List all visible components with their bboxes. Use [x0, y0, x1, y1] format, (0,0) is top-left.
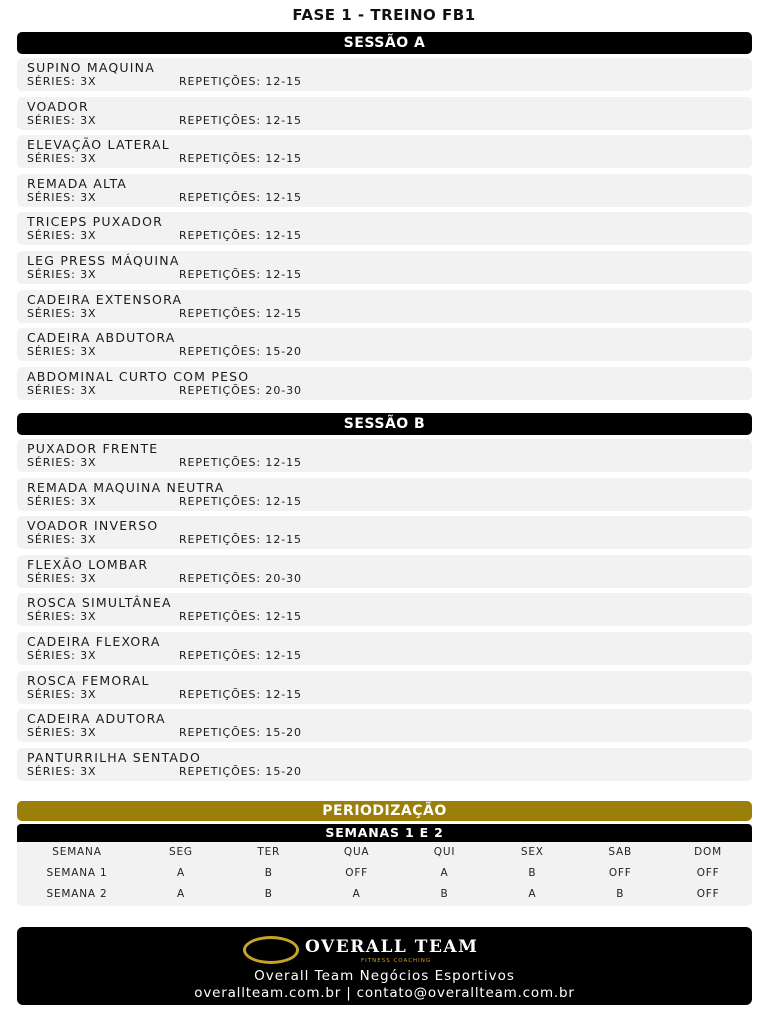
- session-b-list: [17, 439, 752, 786]
- exercise-series: SÉRIES: 3X: [27, 152, 97, 166]
- exercise-reps: REPETIÇÕES: 20-30: [179, 571, 302, 585]
- exercise-name: SUPINO MAQUINA: [27, 60, 155, 75]
- exercise-item: [17, 748, 752, 781]
- exercise-name: FLEXÃO LOMBAR: [27, 556, 149, 572]
- schedule-column-header: SAB: [608, 846, 633, 858]
- session-a-list: [17, 58, 752, 405]
- exercise-meta: [27, 456, 742, 469]
- exercise-series: SÉRIES: 3X: [27, 726, 97, 740]
- schedule-column-header: DOM: [694, 846, 722, 858]
- exercise-item: [17, 135, 752, 168]
- schedule-row: [17, 883, 752, 904]
- schedule-cell: B: [616, 887, 625, 900]
- schedule-cell: SEMANA 2: [46, 887, 108, 900]
- exercise-item: [17, 478, 752, 511]
- schedule-cell: OFF: [696, 887, 720, 900]
- exercise-meta: [27, 152, 742, 165]
- schedule-cell: A: [352, 887, 361, 900]
- exercise-reps: REPETIÇÕES: 12-15: [179, 190, 302, 204]
- exercise-item: [17, 555, 752, 588]
- exercise-name: LEG PRESS MÁQUINA: [27, 252, 180, 268]
- exercise-item: [17, 212, 752, 245]
- schedule-cell: OFF: [608, 866, 632, 879]
- footer: [17, 927, 752, 1005]
- footer-contact: overallteam.com.br | contato@overallteam.com.br: [194, 985, 575, 1001]
- schedule-cell: B: [264, 887, 273, 900]
- exercise-series: SÉRIES: 3X: [27, 456, 97, 469]
- exercise-series: SÉRIES: 3X: [27, 190, 97, 204]
- exercise-reps: REPETIÇÕES: 12-15: [179, 267, 302, 281]
- schedule-cell: OFF: [345, 866, 369, 879]
- exercise-meta: [27, 114, 742, 127]
- session-b-header: SESSÃO B: [17, 413, 752, 435]
- schedule-column-header: QUA: [343, 846, 370, 858]
- exercise-reps: REPETIÇÕES: 12-15: [179, 113, 302, 127]
- exercise-meta: [27, 726, 742, 739]
- exercise-name: REMADA MAQUINA NEUTRA: [27, 479, 225, 495]
- exercise-reps: REPETIÇÕES: 12-15: [179, 610, 302, 624]
- exercise-name: REMADA ALTA: [27, 175, 128, 191]
- exercise-series: SÉRIES: 3X: [27, 494, 97, 508]
- schedule-cell: A: [528, 887, 537, 900]
- logo-text: OVERALL TEAM: [305, 937, 479, 957]
- exercise-item: [17, 328, 752, 361]
- exercise-reps: REPETIÇÕES: 12-15: [179, 494, 302, 508]
- page-title: FASE 1 - TREINO FB1: [292, 6, 476, 24]
- exercise-meta: [27, 649, 742, 662]
- exercise-item: [17, 439, 752, 472]
- exercise-series: SÉRIES: 3X: [27, 345, 97, 359]
- session-a-header: SESSÃO A: [17, 32, 752, 54]
- exercise-meta: [27, 688, 742, 701]
- schedule-header-row: [17, 842, 752, 862]
- exercise-item: [17, 174, 752, 207]
- schedule-cell: SEMANA 1: [46, 866, 108, 879]
- exercise-series: SÉRIES: 3X: [27, 764, 97, 778]
- exercise-reps: REPETIÇÕES: 15-20: [179, 726, 302, 740]
- logo-subtitle: FITNESS COACHING: [361, 958, 432, 964]
- exercise-item: [17, 593, 752, 626]
- exercise-name: PANTURRILHA SENTADO: [27, 749, 202, 765]
- exercise-item: [17, 671, 752, 704]
- schedule-table: [17, 842, 752, 906]
- schedule-column-header: QUI: [433, 846, 456, 858]
- exercise-series: SÉRIES: 3X: [27, 75, 97, 88]
- exercise-reps: REPETIÇÕES: 20-30: [179, 383, 302, 397]
- exercise-meta: [27, 765, 742, 778]
- schedule-row: [17, 862, 752, 883]
- periodization-header: PERIODIZAÇÃO: [17, 801, 752, 821]
- exercise-reps: REPETIÇÕES: 12-15: [179, 229, 302, 243]
- schedule-cell: A: [440, 866, 449, 879]
- exercise-item: [17, 58, 752, 91]
- schedule-column-header: SEMANA: [52, 846, 102, 858]
- exercise-item: [17, 709, 752, 742]
- exercise-item: [17, 367, 752, 400]
- exercise-series: SÉRIES: 3X: [27, 687, 97, 701]
- exercise-item: [17, 290, 752, 323]
- exercise-series: SÉRIES: 3X: [27, 113, 97, 127]
- exercise-reps: REPETIÇÕES: 12-15: [179, 456, 302, 469]
- exercise-item: [17, 632, 752, 665]
- exercise-meta: [27, 384, 742, 397]
- exercise-name: PUXADOR FRENTE: [27, 441, 159, 456]
- exercise-item: [17, 516, 752, 549]
- exercise-name: ABDOMINAL CURTO COM PESO: [27, 368, 250, 384]
- schedule-column-header: SEG: [169, 846, 193, 858]
- schedule-cell: B: [264, 866, 273, 879]
- schedule-column-header: TER: [257, 846, 281, 858]
- schedule-cell: A: [176, 866, 185, 879]
- exercise-meta: [27, 229, 742, 242]
- exercise-meta: [27, 191, 742, 204]
- exercise-reps: REPETIÇÕES: 12-15: [179, 152, 302, 166]
- exercise-meta: [27, 268, 742, 281]
- exercise-series: SÉRIES: 3X: [27, 229, 97, 243]
- exercise-reps: REPETIÇÕES: 12-15: [179, 533, 302, 547]
- exercise-meta: [27, 495, 742, 508]
- exercise-series: SÉRIES: 3X: [27, 533, 97, 547]
- exercise-reps: REPETIÇÕES: 12-15: [179, 306, 302, 320]
- schedule-cell: A: [176, 887, 185, 900]
- exercise-series: SÉRIES: 3X: [27, 571, 97, 585]
- exercise-meta: [27, 307, 742, 320]
- exercise-meta: [27, 610, 742, 623]
- exercise-name: ELEVAÇÃO LATERAL: [27, 137, 170, 153]
- exercise-item: [17, 97, 752, 130]
- schedule-cell: B: [440, 887, 449, 900]
- exercise-name: CADEIRA FLEXORA: [27, 633, 161, 649]
- exercise-series: SÉRIES: 3X: [27, 306, 97, 320]
- exercise-series: SÉRIES: 3X: [27, 610, 97, 624]
- weeks-header: SEMANAS 1 E 2: [17, 824, 752, 842]
- logo-ring-icon: [243, 936, 299, 964]
- overall-team-logo: [243, 935, 563, 965]
- exercise-meta: [27, 345, 742, 358]
- exercise-series: SÉRIES: 3X: [27, 267, 97, 281]
- exercise-reps: REPETIÇÕES: 15-20: [179, 764, 302, 778]
- exercise-series: SÉRIES: 3X: [27, 383, 97, 397]
- exercise-reps: REPETIÇÕES: 15-20: [179, 345, 302, 359]
- exercise-series: SÉRIES: 3X: [27, 648, 97, 662]
- exercise-name: VOADOR: [27, 98, 89, 114]
- exercise-reps: REPETIÇÕES: 12-15: [179, 648, 302, 662]
- exercise-reps: REPETIÇÕES: 12-15: [179, 75, 302, 88]
- exercise-meta: [27, 572, 742, 585]
- exercise-name: ROSCA SIMULTÂNEA: [27, 595, 172, 611]
- footer-company: Overall Team Negócios Esportivos: [254, 968, 515, 984]
- exercise-item: [17, 251, 752, 284]
- exercise-name: CADEIRA ADUTORA: [27, 711, 166, 727]
- schedule-column-header: SEX: [520, 846, 544, 858]
- exercise-meta: [27, 75, 742, 88]
- schedule-cell: B: [528, 866, 537, 879]
- exercise-name: CADEIRA EXTENSORA: [27, 291, 183, 307]
- exercise-name: CADEIRA ABDUTORA: [27, 330, 176, 346]
- exercise-name: ROSCA FEMORAL: [27, 672, 150, 688]
- exercise-meta: [27, 533, 742, 546]
- exercise-reps: REPETIÇÕES: 12-15: [179, 687, 302, 701]
- exercise-name: VOADOR INVERSO: [27, 518, 159, 534]
- schedule-cell: OFF: [696, 866, 720, 879]
- exercise-name: TRICEPS PUXADOR: [27, 214, 164, 230]
